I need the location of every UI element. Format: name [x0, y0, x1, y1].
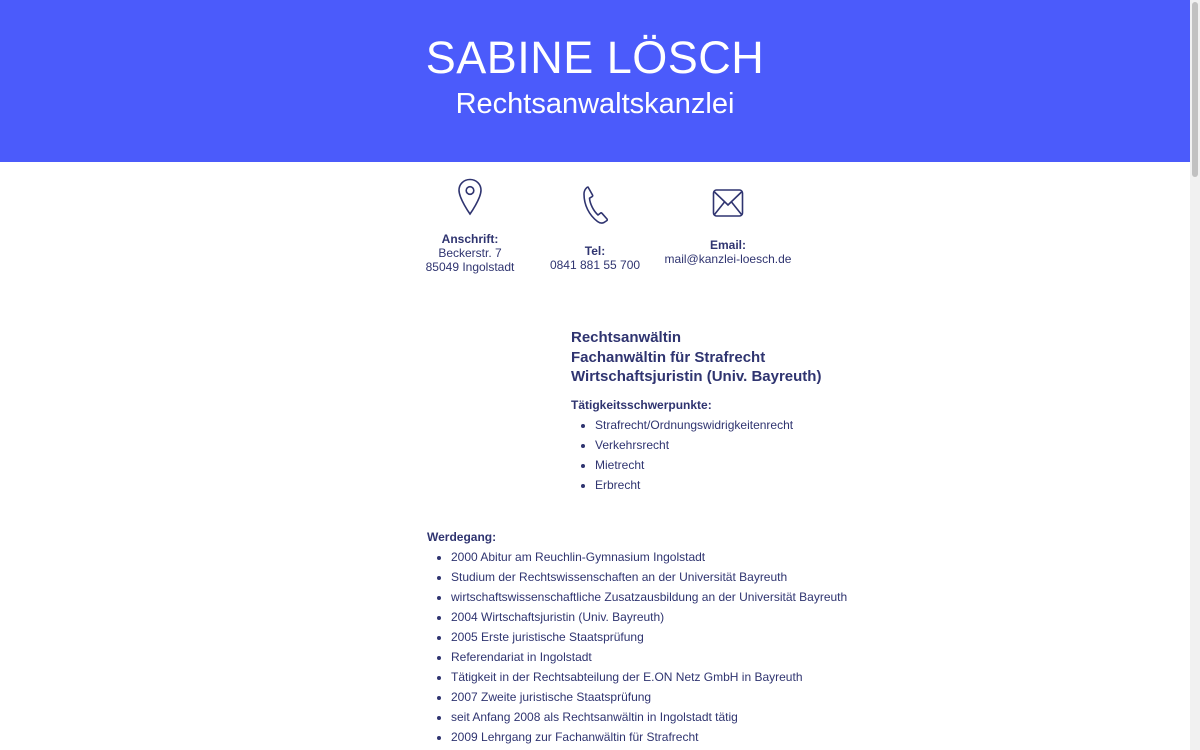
role-title: Rechtsanwältin: [571, 329, 682, 346]
site-subtitle: Rechtsanwaltskanzlei: [455, 88, 735, 120]
list-item: • Mietrecht: [595, 455, 793, 475]
list-item: • 2000 Abitur am Reuchlin-Gymnasium Ingolstadt: [451, 547, 847, 567]
career-title: Werdegang:: [427, 530, 497, 544]
list-item: • Referendariat in Ingolstadt: [451, 647, 847, 667]
list-item: • Verkehrsrecht: [595, 435, 793, 455]
list-item: • Tätigkeit in der Rechtsabteilung der E.ON Netz GmbH in Bayreuth: [451, 667, 847, 687]
list-item: • 2004 Wirtschaftsjuristin (Univ. Bayreuth): [451, 607, 847, 627]
list-item: • Strafrecht/Ordnungswidrigkeitenrecht: [595, 415, 793, 435]
envelope-icon: [712, 188, 744, 218]
address-city: 85049 Ingolstadt: [425, 260, 515, 274]
page-scrollbar[interactable]: [1190, 0, 1200, 750]
phone-label: Tel:: [584, 244, 606, 258]
email-address[interactable]: mail@kanzlei-loesch.de: [664, 252, 792, 266]
list-item: • 2009 Lehrgang zur Fachanwältin für Strafrecht: [451, 727, 847, 747]
list-item: • 2005 Erste juristische Staatsprüfung: [451, 627, 847, 647]
address-label: Anschrift:: [441, 232, 499, 246]
list-item: • Studium der Rechtswissenschaften an der Universität Bayreuth: [451, 567, 847, 587]
email-label: Email:: [709, 238, 746, 252]
list-item: • wirtschaftswissenschaftliche Zusatzausbildung an der Universität Bayreuth: [451, 587, 847, 607]
scrollbar-thumb[interactable]: [1192, 2, 1198, 177]
list-item: • Erbrecht: [595, 475, 793, 495]
address-street: Beckerstr. 7: [438, 246, 502, 260]
site-title: SABINE LÖSCH: [425, 32, 765, 83]
site-header: [0, 0, 1190, 162]
location-pin-icon: [457, 178, 483, 216]
phone-number[interactable]: 0841 881 55 700: [549, 258, 641, 272]
focus-list: [571, 415, 793, 495]
role-title: Wirtschaftsjuristin (Univ. Bayreuth): [571, 368, 822, 385]
career-list: [427, 547, 847, 747]
focus-title: Tätigkeitsschwerpunkte:: [571, 398, 712, 412]
contact-email: [643, 178, 813, 266]
list-item: • seit Anfang 2008 als Rechtsanwältin in Ingolstadt tätig: [451, 707, 847, 727]
list-item: • 2007 Zweite juristische Staatsprüfung: [451, 687, 847, 707]
role-title: Fachanwältin für Strafrecht: [571, 348, 766, 366]
phone-icon: [580, 184, 610, 224]
professional-titles: [571, 328, 821, 387]
